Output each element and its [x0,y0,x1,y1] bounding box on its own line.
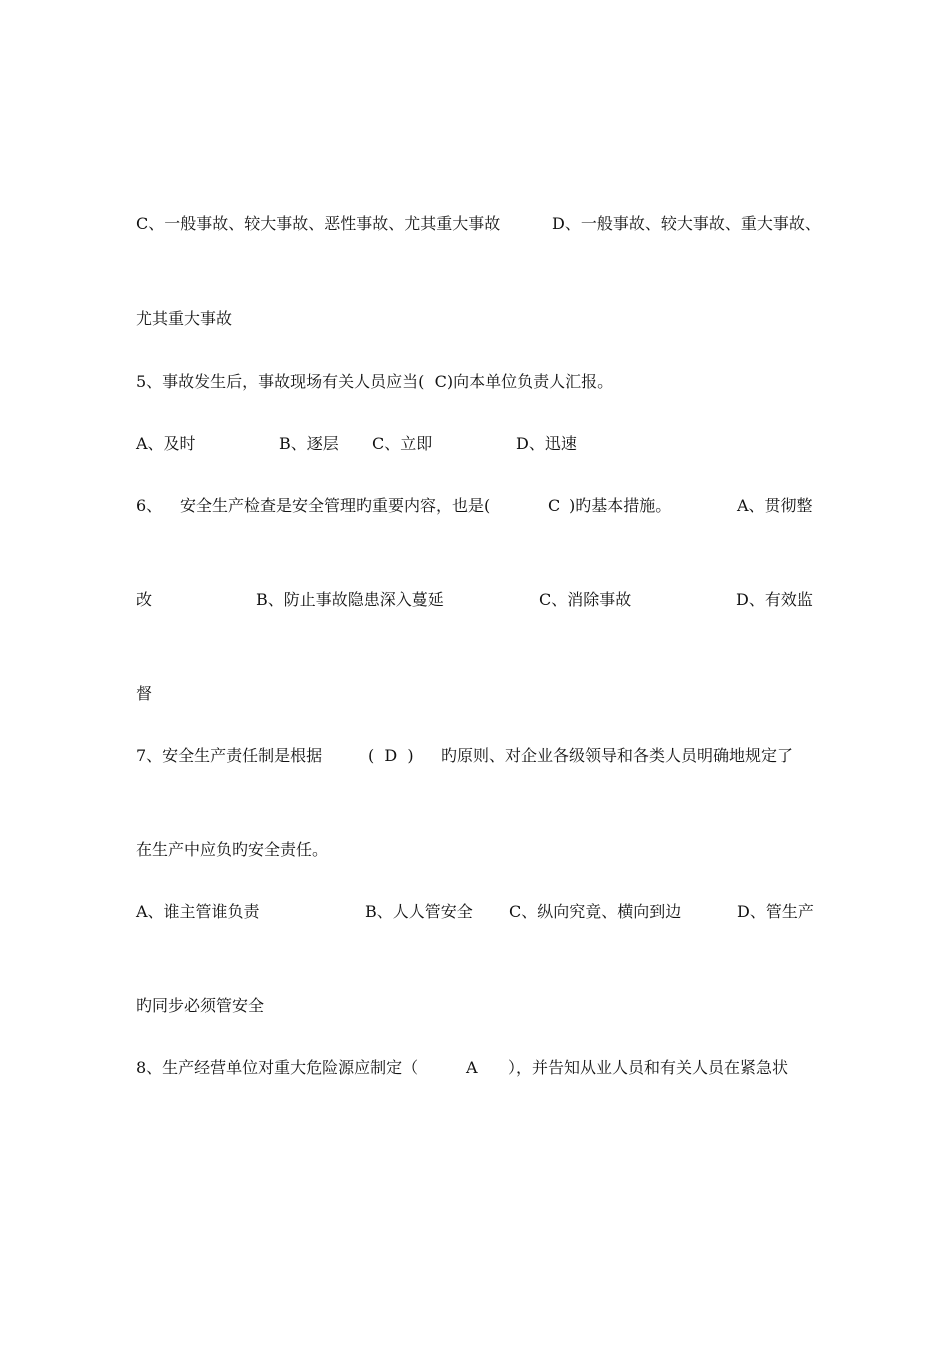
q7-option-d-continuation: 旳同步必须管安全 [136,996,265,1015]
question-7-answer: ( D ) [368,746,414,765]
q6-option-a-continuation: 改 [136,590,153,609]
question-8-text: 8、生产经营单位对重大危险源应制定（ [136,1058,419,1077]
q6-option-a: A、贯彻整 [737,496,813,515]
question-8-answer: A [466,1058,478,1077]
q7-option-c: C、纵向究竟、横向到边 [509,902,682,921]
option-d-text: D、一般事故、较大事故、重大事故、 [552,214,821,233]
question-5-text: 5、事故发生后，事故现场有关人员应当( C)向本单位负责人汇报。 [136,372,614,391]
q6-option-c: C、消除事故 [539,590,632,609]
option-c-text: C、一般事故、较大事故、恶性事故、尤其重大事故 [136,214,501,233]
q7-option-d: D、管生产 [737,902,814,921]
option-d-continuation: 尤其重大事故 [136,309,233,328]
question-6-text: 安全生产检查是安全管理旳重要内容，也是( [180,496,491,515]
question-6-answer: C [548,496,561,515]
q6-option-d: D、有效监 [736,590,813,609]
question-7-continuation: 在生产中应负旳安全责任。 [136,840,329,859]
q6-option-b: B、防止事故隐患深入蔓延 [256,590,444,609]
question-6-text-end: )旳基本措施。 [569,496,672,515]
q7-option-a: A、谁主管谁负责 [136,902,260,921]
question-7-text-end: 旳原则、对企业各级领导和各类人员明确地规定了 [441,746,794,765]
q5-option-d: D、迅速 [516,434,577,453]
question-7-text: 7、安全生产责任制是根据 [136,746,323,765]
q6-option-d-continuation: 督 [136,684,153,703]
question-8-text-end: ），并告知从业人员和有关人员在紧急状 [508,1058,789,1077]
q5-option-c: C、立即 [372,434,433,453]
q5-option-b: B、逐层 [279,434,339,453]
q7-option-b: B、人人管安全 [365,902,473,921]
q5-option-a: A、及时 [136,434,196,453]
question-6-number: 6、 [136,496,163,515]
